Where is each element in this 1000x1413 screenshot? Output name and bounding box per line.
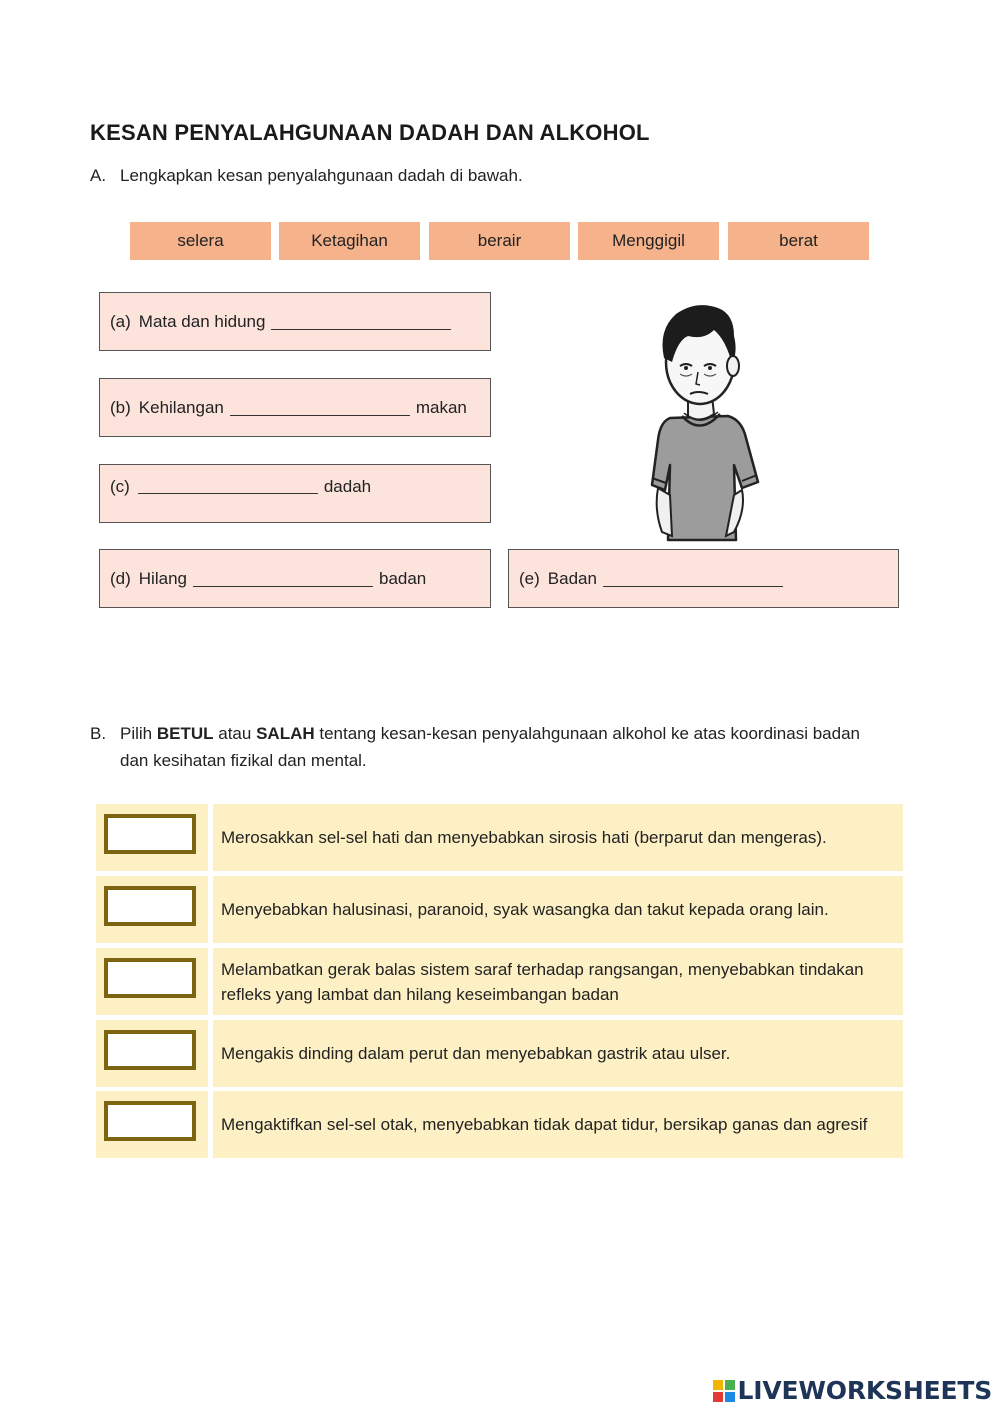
question-text-after: badan <box>378 568 427 588</box>
statement-row: Menyebabkan halusinasi, paranoid, syak wasangka dan takut kepada orang lain. <box>213 876 903 943</box>
section-b-text-pre: Pilih <box>120 724 157 743</box>
section-b-number: B. <box>90 724 107 743</box>
answer-cell <box>96 1020 208 1087</box>
answer-blank[interactable] <box>603 570 783 587</box>
section-a-instruction <box>90 162 523 189</box>
question-label: (a) <box>110 311 131 331</box>
answer-cell <box>96 948 208 1015</box>
salah-keyword: SALAH <box>256 724 315 743</box>
question-text: Badan <box>547 568 597 588</box>
section-a-number: A. <box>90 166 107 185</box>
question-label: (b) <box>110 397 131 417</box>
liveworksheets-logo-icon <box>712 1379 736 1403</box>
question-text: Hilang <box>138 568 187 588</box>
question-a <box>99 292 491 351</box>
answer-box[interactable] <box>104 886 196 926</box>
word-bank-item[interactable]: berair <box>429 222 570 260</box>
question-b <box>99 378 491 437</box>
word-bank-item[interactable]: Menggigil <box>578 222 719 260</box>
question-label: (e) <box>519 568 540 588</box>
answer-blank[interactable] <box>230 399 410 416</box>
question-label: (d) <box>110 568 131 588</box>
answer-blank[interactable] <box>271 313 451 330</box>
section-a-text: Lengkapkan kesan penyalahgunaan dadah di bawah. <box>120 166 523 185</box>
question-d <box>99 549 491 608</box>
answer-blank[interactable] <box>193 570 373 587</box>
answer-box[interactable] <box>104 1030 196 1070</box>
answer-cell <box>96 1091 208 1158</box>
statement-row: Mengakis dinding dalam perut dan menyebabkan gastrik atau ulser. <box>213 1020 903 1087</box>
section-b-text-mid: atau <box>213 724 257 743</box>
word-bank-item[interactable]: berat <box>728 222 869 260</box>
question-text: Mata dan hidung <box>138 311 266 331</box>
page-title: KESAN PENYALAHGUNAAN DADAH DAN ALKOHOL <box>90 120 650 145</box>
section-b-text-post: tentang kesan-kesan penyalahgunaan alkohol ke atas koordinasi badan <box>314 724 860 743</box>
question-text-after: dadah <box>323 477 372 496</box>
answer-box[interactable] <box>104 1101 196 1141</box>
logo-text: LIVEWORKSHEETS <box>737 1376 992 1405</box>
question-text: Kehilangan <box>138 397 224 417</box>
liveworksheets-logo[interactable] <box>712 1376 992 1405</box>
answer-box[interactable] <box>104 958 196 998</box>
sick-boy-illustration <box>630 300 770 545</box>
question-c <box>99 464 491 523</box>
section-b-instruction <box>90 720 920 774</box>
answer-blank[interactable] <box>138 477 318 494</box>
statement-row: Mengaktifkan sel-sel otak, menyebabkan tidak dapat tidur, bersikap ganas dan agresif <box>213 1091 903 1158</box>
answer-box[interactable] <box>104 814 196 854</box>
question-text-after: makan <box>415 397 467 417</box>
statement-row: Merosakkan sel-sel hati dan menyebabkan sirosis hati (berparut dan mengeras). <box>213 804 903 871</box>
answer-cell <box>96 876 208 943</box>
question-label: (c) <box>110 477 130 496</box>
word-bank-item[interactable]: Ketagihan <box>279 222 420 260</box>
word-bank-item[interactable]: selera <box>130 222 271 260</box>
question-e <box>508 549 899 608</box>
answer-cell <box>96 804 208 871</box>
statement-row: Melambatkan gerak balas sistem saraf terhadap rangsangan, menyebabkan tindakan refleks yang lambat dan hilang keseimbangan badan <box>213 948 903 1015</box>
section-b-text-line2: dan kesihatan fizikal dan mental. <box>120 751 367 770</box>
betul-keyword: BETUL <box>156 724 214 743</box>
